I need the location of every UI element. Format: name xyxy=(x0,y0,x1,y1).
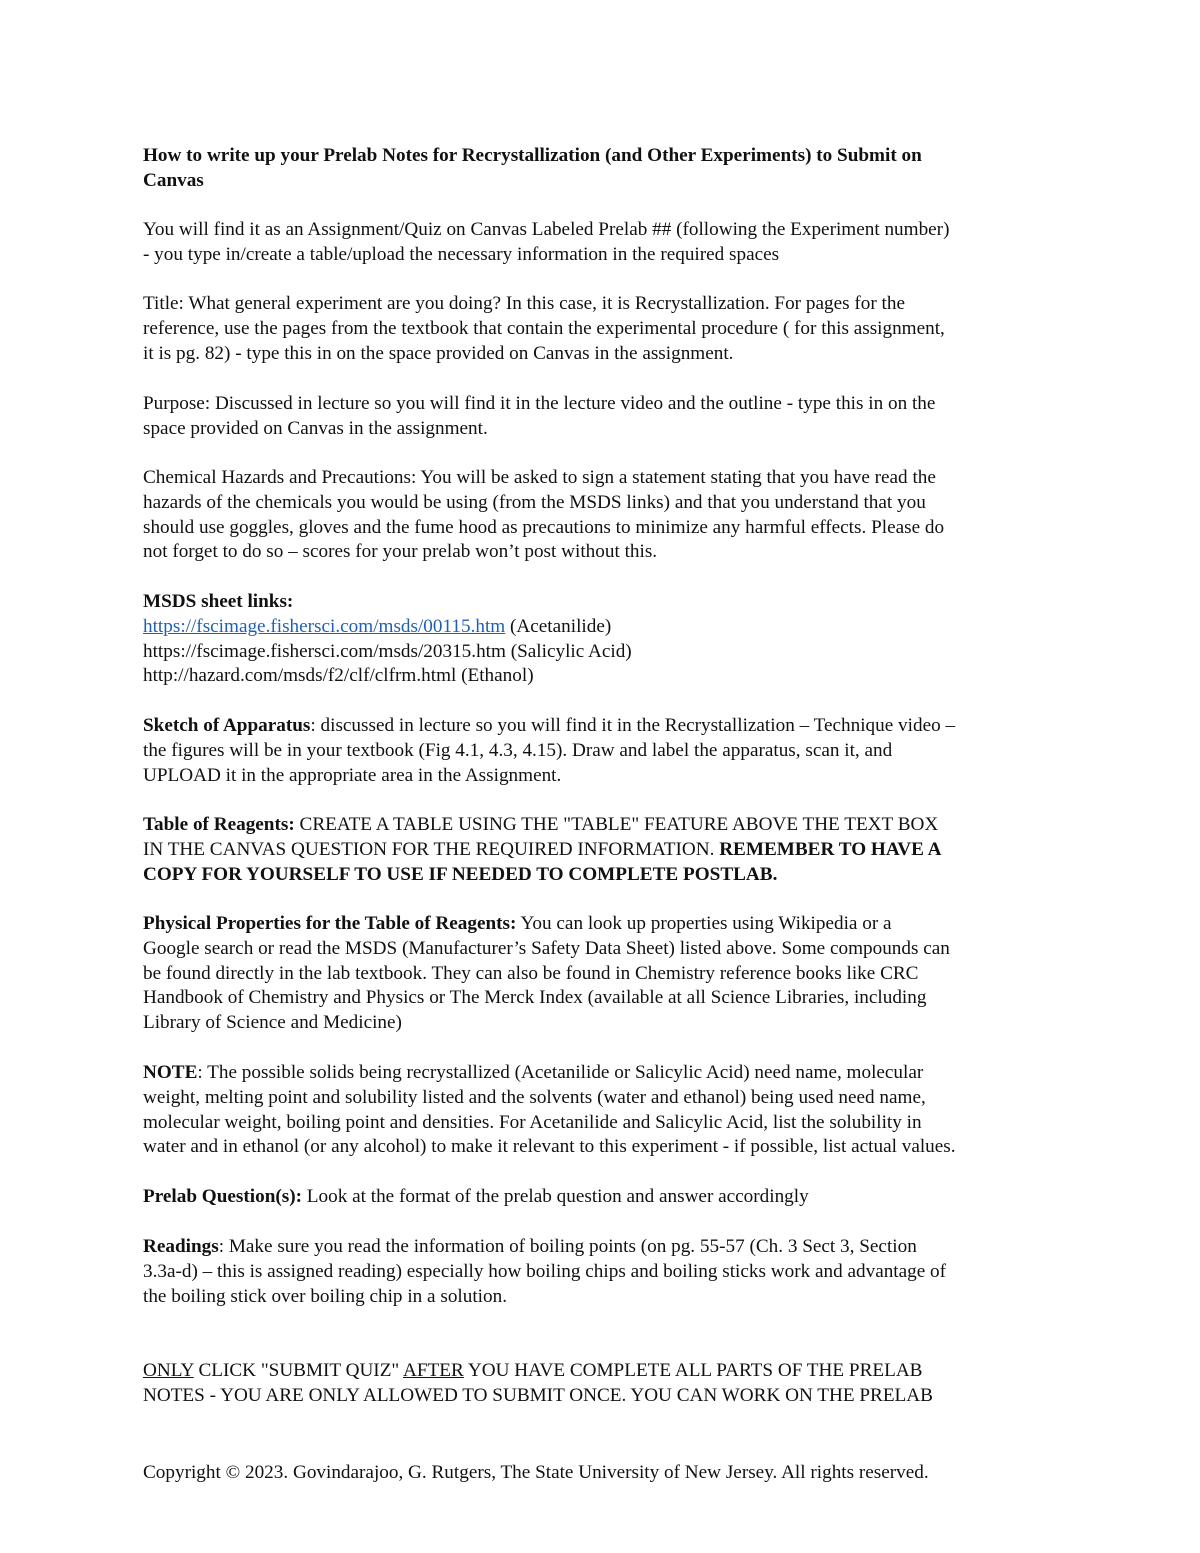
msds-ethanol-link: http://hazard.com/msds/f2/clf/clfrm.html (Ethanol) xyxy=(143,665,534,687)
physical-line-3: be found directly in the lab textbook. They can also be found in Chemistry reference books like CRC xyxy=(143,962,919,984)
readings-line-3: the boiling stick over boiling chip in a solution. xyxy=(143,1285,507,1307)
submit-after-word: AFTER xyxy=(403,1360,464,1381)
purpose-line-1: Purpose: Discussed in lecture so you will find it in the lecture video and the outline - type this in on the xyxy=(143,393,936,414)
reagents-reminder-end: COPY FOR YOURSELF TO USE IF NEEDED TO COMPLETE POSTLAB. xyxy=(143,863,778,885)
prelab-questions-text: Look at the format of the prelab question and answer accordingly xyxy=(302,1186,809,1207)
physical-heading: Physical Properties for the Table of Reagents: xyxy=(143,913,517,934)
note-line-3: molecular weight, boiling point and densities. For Acetanilide and Salicylic Acid, list the solubility in xyxy=(143,1111,922,1133)
reagents-reminder-start: REMEMBER TO HAVE A xyxy=(719,838,942,860)
readings-line-2: 3.3a-d) – this is assigned reading) especially how boiling chips and boiling sticks work and advantage of xyxy=(143,1260,947,1282)
purpose-paragraph xyxy=(143,392,1068,442)
submit-line-1 xyxy=(143,1359,1068,1384)
intro-line-1: You will find it as an Assignment/Quiz on Canvas Labeled Prelab ## (following the Experiment number) xyxy=(143,219,950,240)
sketch-line-3: UPLOAD it in the appropriate area in the Assignment. xyxy=(143,764,562,786)
physical-line-2: Google search or read the MSDS (Manufacturer’s Safety Data Sheet) listed above. Some compounds can xyxy=(143,937,950,959)
note-line-1-text: : The possible solids being recrystallized (Acetanilide or Salicylic Acid) need name, molecular xyxy=(197,1062,924,1083)
note-paragraph xyxy=(143,1061,1068,1160)
note-line-4: water and in ethanol (or any alcohol) to make it relevant to this experiment - if possible, list actual values. xyxy=(143,1136,956,1158)
title-section-line-2: reference, use the pages from the textbook that contain the experimental procedure ( for this assignment, xyxy=(143,317,945,339)
sketch-line-2: the figures will be in your textbook (Fig 4.1, 4.3, 4.15). Draw and label the apparatus, scan it, and xyxy=(143,739,893,761)
physical-line-4: Handbook of Chemistry and Physics or The Merck Index (available at all Science Libraries, including xyxy=(143,987,927,1009)
sketch-line-1-text: : discussed in lecture so you will find it in the Recrystallization – Technique video – xyxy=(310,715,956,736)
physical-line-1-text: You can look up properties using Wikipedia or a xyxy=(516,913,892,934)
reagents-line-1 xyxy=(143,813,1068,838)
submit-instructions-paragraph xyxy=(143,1359,1068,1409)
copyright-text: Copyright © 2023. Govindarajoo, G. Rutgers, The State University of New Jersey. All rights reserved. xyxy=(143,1462,929,1483)
intro-paragraph xyxy=(143,218,1068,268)
hazards-line-3: should use goggles, gloves and the fume hood as precautions to minimize any harmful effects. Please do xyxy=(143,516,945,538)
msds-acetanilide-label: (Acetanilide) xyxy=(505,615,612,637)
hazards-paragraph xyxy=(143,466,1068,565)
title-section-line-1: Title: What general experiment are you doing? In this case, it is Recrystallization. For pages for the xyxy=(143,293,905,314)
readings-paragraph xyxy=(143,1235,1068,1309)
submit-only-word: ONLY xyxy=(143,1360,194,1381)
intro-line-2: - you type in/create a table/upload the necessary information in the required spaces xyxy=(143,243,780,265)
submit-line-1-part-2: YOU HAVE COMPLETE ALL PARTS OF THE PRELAB xyxy=(463,1360,923,1381)
prelab-questions-line xyxy=(143,1185,1068,1210)
submit-line-1-part-1: CLICK "SUBMIT QUIZ" xyxy=(193,1360,403,1381)
msds-salicylic-acid-link: https://fscimage.fishersci.com/msds/20315.htm (Salicylic Acid) xyxy=(143,640,632,662)
copyright-footer xyxy=(143,1461,1068,1486)
note-line-1 xyxy=(143,1061,1068,1086)
note-heading: NOTE xyxy=(143,1062,198,1083)
title-section-line-3: it is pg. 82) - type this in on the space provided on Canvas in the assignment. xyxy=(143,342,734,364)
purpose-line-2: space provided on Canvas in the assignment. xyxy=(143,417,488,439)
sketch-heading: Sketch of Apparatus xyxy=(143,715,311,736)
hazards-line-1: Chemical Hazards and Precautions: You will be asked to sign a statement stating that you have read the xyxy=(143,467,936,488)
sketch-paragraph xyxy=(143,714,1068,788)
sketch-line-1 xyxy=(143,714,1068,739)
msds-link-row-1 xyxy=(143,615,1068,640)
table-of-reagents-paragraph xyxy=(143,813,1068,887)
msds-acetanilide-link[interactable]: https://fscimage.fishersci.com/msds/00115.htm xyxy=(143,615,506,637)
physical-line-1 xyxy=(143,912,1068,937)
title-section-paragraph xyxy=(143,292,1068,366)
readings-heading: Readings xyxy=(143,1236,219,1257)
hazards-line-2: hazards of the chemicals you would be using (from the MSDS links) and that you understand that you xyxy=(143,491,926,513)
prelab-questions-heading: Prelab Question(s): xyxy=(143,1186,302,1207)
readings-line-1-text: : Make sure you read the information of boiling points (on pg. 55-57 (Ch. 3 Sect 3, Section xyxy=(218,1236,917,1257)
hazards-line-4: not forget to do so – scores for your prelab won’t post without this. xyxy=(143,541,658,563)
readings-line-1 xyxy=(143,1235,1068,1260)
physical-line-5: Library of Science and Medicine) xyxy=(143,1012,402,1034)
submit-line-2: NOTES - YOU ARE ONLY ALLOWED TO SUBMIT ONCE. YOU CAN WORK ON THE PRELAB xyxy=(143,1384,933,1406)
reagents-line-2-text: IN THE CANVAS QUESTION FOR THE REQUIRED INFORMATION. xyxy=(143,838,720,860)
title-line-1: How to write up your Prelab Notes for Recrystallization (and Other Experiments) to Submit on xyxy=(143,145,922,166)
reagents-line-2 xyxy=(143,838,1068,863)
prelab-questions-paragraph xyxy=(143,1185,1068,1210)
msds-heading: MSDS sheet links: xyxy=(143,591,294,612)
physical-properties-paragraph xyxy=(143,912,1068,1036)
reagents-line-1-text: CREATE A TABLE USING THE "TABLE" FEATURE ABOVE THE TEXT BOX xyxy=(294,814,939,835)
document-title xyxy=(143,144,1068,194)
msds-links-section xyxy=(143,590,1068,689)
note-line-2: weight, melting point and solubility listed and the solvents (water and ethanol) being used need name, xyxy=(143,1086,926,1108)
reagents-heading: Table of Reagents: xyxy=(143,814,295,835)
title-line-2: Canvas xyxy=(143,169,204,191)
